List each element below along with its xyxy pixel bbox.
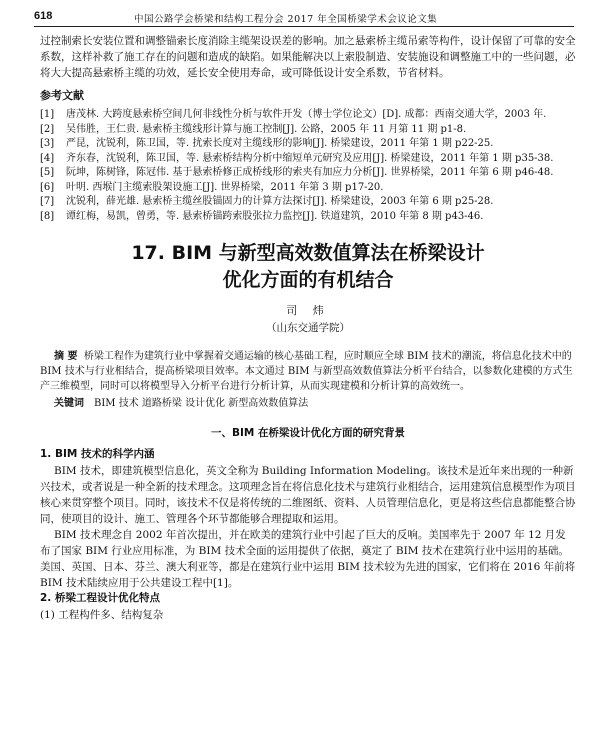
author: 司 炜	[286, 304, 330, 318]
reference-number: [8]	[40, 210, 55, 222]
reference-number: [2]	[40, 123, 55, 135]
references-heading: 参考文献	[40, 89, 84, 103]
reference-item	[40, 108, 576, 123]
article-title-line-1: 17. BIM 与新型高效数值算法在桥梁设计	[131, 242, 485, 265]
reference-item	[40, 210, 576, 225]
reference-number: [4]	[40, 152, 55, 164]
reference-item	[40, 152, 576, 167]
reference-number: [5]	[40, 167, 55, 179]
running-header	[34, 8, 574, 27]
keywords-text: BIM 技术 道路桥梁 设计优化 新型高效数值算法	[94, 397, 309, 409]
article-title	[40, 240, 576, 294]
reference-text: 严昆，沈锐利，陈卫国，等. 扰索长度对主缆线形的影响[J]. 桥梁建设，2011 年第 1 期 p22-25.	[66, 138, 494, 150]
reference-item	[40, 195, 576, 210]
journal-title: 中国公路学会桥梁和结构工程分会 2017 年全国桥梁学术会议论文集	[134, 14, 438, 25]
reference-text: 谭红梅，易凯，曾勇，等. 悬索桥锚跨索股张拉力监控[J]. 铁道建筑，2010 年第 8 期 p43-46.	[66, 210, 484, 222]
reference-text: 阮坤，陈树锋，陈冠伟. 基于悬索桥修正成桥线形的索夹有加应力分析[J]. 世界桥梁，2011 年第 6 期 p46-48.	[66, 167, 554, 179]
reference-list	[40, 108, 576, 224]
reference-number: [1]	[40, 109, 55, 121]
reference-item	[40, 137, 576, 152]
reference-number: [7]	[40, 196, 55, 208]
list-item-1: (1) 工程构件多、结构复杂	[40, 608, 164, 621]
reference-number: [6]	[40, 181, 55, 193]
subheading-2: 2. 桥梁工程设计优化特点	[40, 592, 160, 605]
abstract	[40, 349, 576, 394]
subheading-1: 1. BIM 技术的科学内涵	[40, 448, 155, 461]
section-heading: 一、BIM 在桥梁设计优化方面的研究背景	[210, 426, 405, 439]
intro-paragraph: 过控制索长安装位置和调整锚索长度消除主缆架设误差的影响。加之悬索桥主缆吊索等构件，设计保留了可靠的安全系数，这样补救了施工存在的问题和造成的缺陷。如果能解决以上索股制造、安装施设和调整施工中的一些问题，必将大大提高悬索桥主缆的功效，延长安全使用寿命，或可降低设计安全系数，节省材料。	[40, 35, 576, 79]
reference-item	[40, 123, 576, 138]
reference-item	[40, 166, 576, 181]
reference-text: 叶明. 西堠门主缆索股架设施工[J]. 世界桥梁，2011 年第 3 期 p17-20.	[66, 181, 384, 193]
reference-text: 唐茂林. 大跨度悬索桥空间几何非线性分析与软件开发（博士学位论文）[D]. 成都：西南交通大学，2003 年.	[66, 109, 547, 121]
page-number: 618	[34, 10, 53, 22]
affiliation: （山东交通学院）	[266, 321, 350, 334]
reference-text: 吴伟胜，王仁贵. 悬索桥主缆线形计算与施工控制[J]. 公路，2005 年 11 月第 11 期 p1-8.	[66, 123, 467, 135]
keywords	[40, 396, 576, 412]
article-title-line-2: 优化方面的有机结合	[222, 269, 394, 292]
reference-text: 齐东春，沈锐利，陈卫国，等. 悬索桥结构分析中缩短单元研究及应用[J]. 桥梁建设，2011 年第 1 期 p35-38.	[66, 152, 554, 164]
body-paragraph-2: BIM 技术理念自 2002 年首次提出，并在欧美的建筑行业中引起了巨大的反响。美国率先于 2007 年 12 月发布了国家 BIM 行业应用标准，为 BIM 技术全面的运用提供了依据，奠定了 BIM 技术在建筑行业中运用的基础。美国、英国、日本、芬兰、澳大利亚等，都是在建筑行业中运用 BIM 技术较为先进的国家，它们将在 2016 年前将 BIM 技术陆续应用于公共建设工程中[1]。	[40, 529, 576, 590]
reference-text: 沈锐利，薛光雄. 悬索桥主缆丝股锚固力的计算方法探讨[J]. 桥梁建设，2003 年第 6 期 p25-28.	[66, 196, 494, 208]
page-body	[40, 34, 576, 623]
reference-item	[40, 181, 576, 196]
abstract-label: 摘 要	[54, 350, 78, 362]
keywords-label: 关键词	[54, 397, 84, 409]
reference-number: [3]	[40, 138, 55, 150]
body-paragraph-1: BIM 技术，即建筑模型信息化，英文全称为 Building Information Modeling。该技术是近年来出现的一种新兴技术，或者说是一种全新的技术理念。这项理念旨在将信息化技术与建筑行业相结合，运用建筑信息模型作为项目核心来贯穿整个项目。同时，该技术不仅是将传统的二维图纸、资料、人员管理信息化，更是将这些信息都能整合协同，使项目的设计、施工、管理各个环节都能够合理提取和运用。	[40, 465, 576, 526]
abstract-text: 桥梁工程作为建筑行业中掌握着交通运输的核心基础工程，应时顺应全球 BIM 技术的潮流，将信息化技术中的 BIM 技术与行业相结合，提高桥梁项目效率。本文通过 BIM 与新型高效数值算法分析平台结合，以参数化建模的方式生产三维模型，同时可以将模型导入分析平台进行分析计算，从而实现建模和分析计算的高效统一。	[40, 350, 573, 392]
